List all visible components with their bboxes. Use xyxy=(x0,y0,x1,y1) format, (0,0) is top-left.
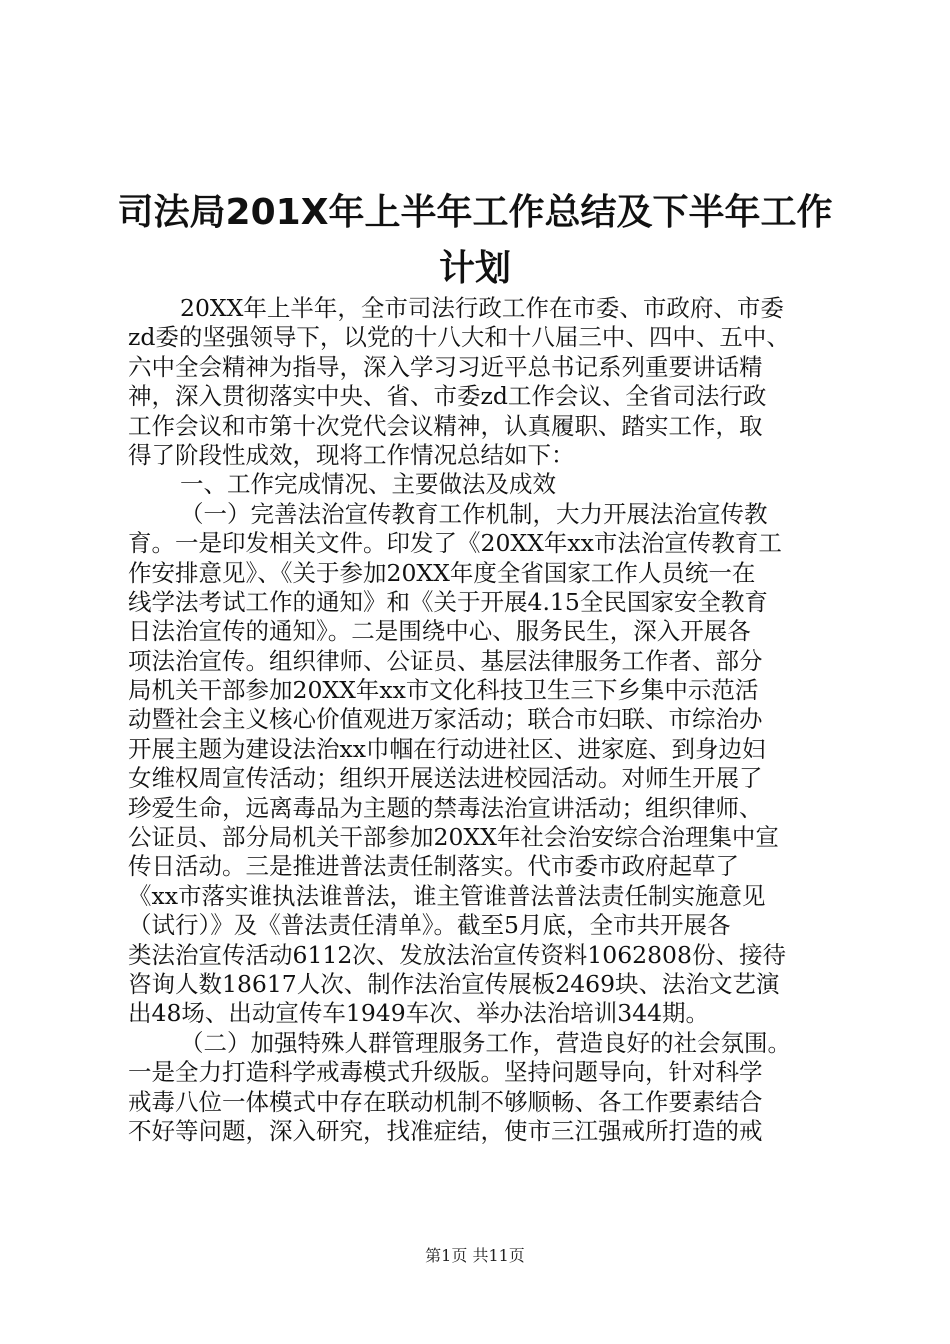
paragraph-line: 日法治宣传的通知》。二是围绕中心、服务民生，深入开展各 xyxy=(128,617,751,646)
paragraph-line: 一是全力打造科学戒毒模式升级版。坚持问题导向，针对科学 xyxy=(128,1058,763,1087)
paragraph-line: 珍爱生命，远离毒品为主题的禁毒法治宣讲活动；组织律师、 xyxy=(128,793,763,822)
paragraph-line: （一）完善法治宣传教育工作机制，大力开展法治宣传教 xyxy=(180,499,768,528)
paragraph-line: 项法治宣传。组织律师、公证员、基层法律服务工作者、部分 xyxy=(128,646,763,675)
paragraph-line: 20XX年上半年，全市司法行政工作在市委、市政府、市委 xyxy=(180,294,784,322)
paragraph-line: （二）加强特殊人群管理服务工作，营造良好的社会氛围。 xyxy=(180,1028,791,1057)
document-title-line-1: 司法局201X年上半年工作总结及下半年工作 xyxy=(117,192,833,233)
paragraph-line: 动暨社会主义核心价值观进万家活动；联合市妇联、市综治办 xyxy=(128,705,763,734)
paragraph-line: 作安排意见》、《关于参加20XX年度全省国家工作人员统一在 xyxy=(128,558,756,587)
section-heading: 一、工作完成情况、主要做法及成效 xyxy=(180,470,556,499)
paragraph-line: 女维权周宣传活动；组织开展送法进校园活动。对师生开展了 xyxy=(128,764,763,793)
paragraph-line: 出48场、出动宣传车1949车次、举办法治培训344期。 xyxy=(128,999,710,1028)
paragraph-line: 工作会议和市第十次党代会议精神，认真履职、踏实工作，取 xyxy=(128,411,763,440)
paragraph-line: 戒毒八位一体模式中存在联动机制不够顺畅、各工作要素结合 xyxy=(128,1087,763,1116)
paragraph-line: 局机关干部参加20XX年xx市文化科技卫生三下乡集中示范活 xyxy=(128,676,759,705)
paragraph-line: 咨询人数18617人次、制作法治宣传展板2469块、法治文艺演 xyxy=(128,969,780,998)
paragraph-line: 得了阶段性成效，现将工作情况总结如下： xyxy=(128,440,575,469)
document-body xyxy=(128,294,848,1146)
document-title-line-2: 计划 xyxy=(438,248,511,289)
paragraph-line: 线学法考试工作的通知》和《关于开展4.15全民国家安全教育 xyxy=(128,587,768,616)
paragraph-line: 开展主题为建设法治xx巾帼在行动进社区、进家庭、到身边妇 xyxy=(128,734,766,763)
paragraph-line: 公证员、部分局机关干部参加20XX年社会治安综合治理集中宣 xyxy=(128,823,779,852)
paragraph-line: 神，深入贯彻落实中央、省、市委zd工作会议、全省司法行政 xyxy=(128,382,767,411)
paragraph-line: 传日活动。三是推进普法责任制落实。代市委市政府起草了 xyxy=(128,852,739,881)
paragraph-line: （试行）》及《普法责任清单》。截至5月底，全市共开展各 xyxy=(128,911,731,940)
paragraph-line: 育。一是印发相关文件。印发了《20XX年xx市法治宣传教育工 xyxy=(128,529,782,558)
paragraph-line: 《xx市落实谁执法谁普法，谁主管谁普法普法责任制实施意见 xyxy=(128,881,766,910)
page-footer: 第1页 共11页 xyxy=(425,1246,525,1265)
paragraph-line: zd委的坚强领导下，以党的十八大和十八届三中、四中、五中、 xyxy=(128,323,790,352)
paragraph-line: 类法治宣传活动6112次、发放法治宣传资料1062808份、接待 xyxy=(128,940,786,969)
paragraph-line: 六中全会精神为指导，深入学习习近平总书记系列重要讲话精 xyxy=(128,352,763,381)
paragraph-line: 不好等问题，深入研究，找准症结，使市三江强戒所打造的戒 xyxy=(128,1116,763,1145)
